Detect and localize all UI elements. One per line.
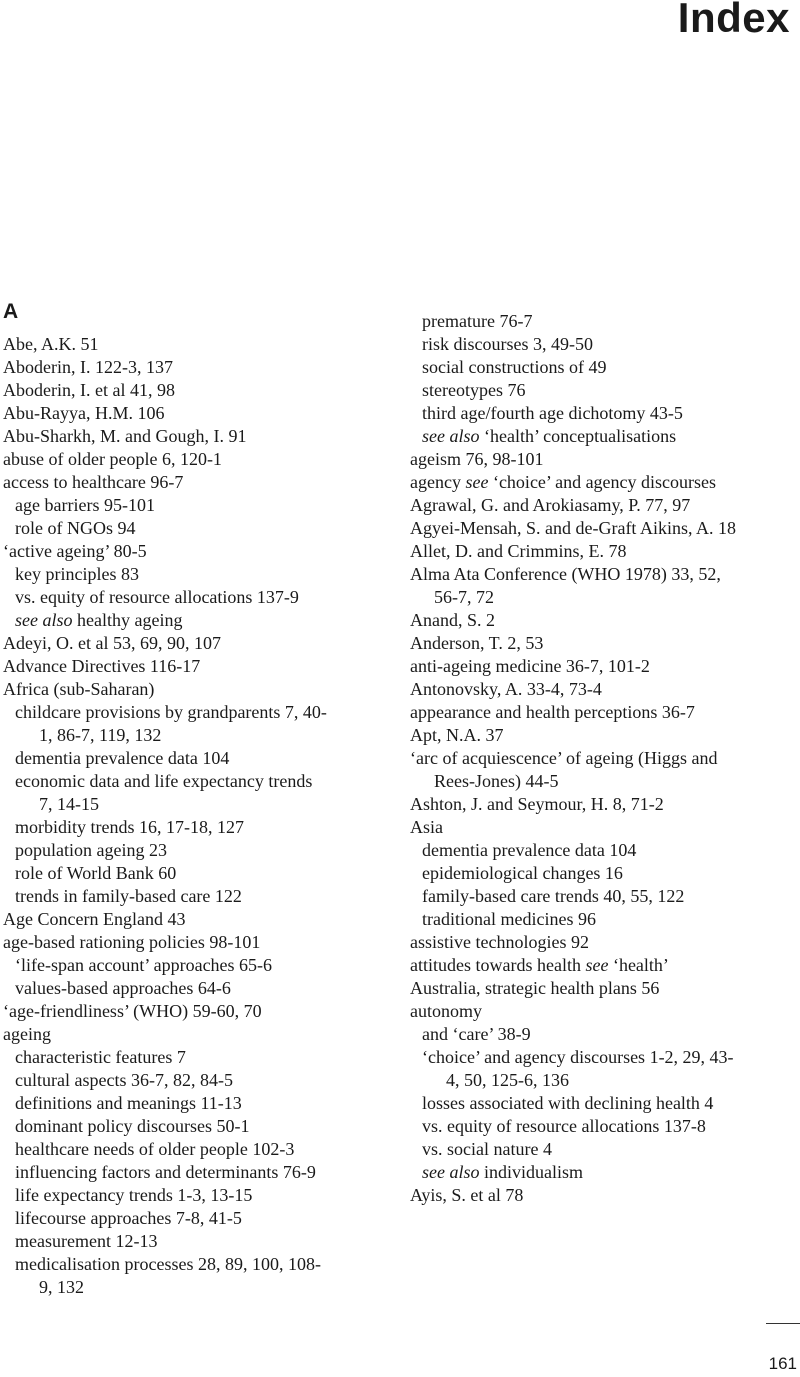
index-entry-continuation [410, 770, 800, 793]
index-entry [3, 333, 398, 356]
page-number: 161 [768, 1354, 797, 1373]
entry-text: ‘active ageing’ 80-5 [3, 541, 147, 561]
entry-text: social constructions of 49 [422, 357, 607, 377]
index-column-right [410, 310, 800, 1207]
index-subentry [3, 1046, 398, 1069]
index-subentry [3, 586, 398, 609]
entry-text: values-based approaches 64-6 [15, 978, 231, 998]
entry-text: Abu-Sharkh, M. and Gough, I. 91 [3, 426, 247, 446]
entry-text: dementia prevalence data 104 [422, 840, 637, 860]
cross-reference-label: see also [422, 1162, 480, 1182]
entry-text: population ageing 23 [15, 840, 167, 860]
index-entry [410, 540, 800, 563]
index-subentry [410, 839, 800, 862]
index-entry [3, 632, 398, 655]
index-subentry [410, 862, 800, 885]
entry-text: Adeyi, O. et al 53, 69, 90, 107 [3, 633, 221, 653]
index-subentry [3, 1230, 398, 1253]
index-entry [3, 655, 398, 678]
index-subentry [410, 402, 800, 425]
index-entry [410, 678, 800, 701]
entry-text: Asia [410, 817, 443, 837]
page-title: Index [677, 0, 790, 41]
entry-text: assistive technologies 92 [410, 932, 589, 952]
entry-text: individualism [479, 1162, 583, 1182]
entry-text: risk discourses 3, 49-50 [422, 334, 593, 354]
index-entry [410, 471, 800, 494]
entry-text: ‘choice’ and agency discourses [488, 472, 717, 492]
entry-text: medicalisation processes 28, 89, 100, 108- [15, 1254, 321, 1274]
entry-text: characteristic features 7 [15, 1047, 186, 1067]
entry-text: measurement 12-13 [15, 1231, 158, 1251]
entry-text: Agyei-Mensah, S. and de-Graft Aikins, A. 18 [410, 518, 736, 538]
index-column-left [3, 333, 398, 1299]
entry-text: dementia prevalence data 104 [15, 748, 230, 768]
index-subentry [410, 1115, 800, 1138]
entry-text: trends in family-based care 122 [15, 886, 242, 906]
entry-text: Australia, strategic health plans 56 [410, 978, 660, 998]
entry-text: Allet, D. and Crimmins, E. 78 [410, 541, 627, 561]
section-letter-heading: A [3, 300, 19, 323]
index-subentry [3, 1069, 398, 1092]
entry-text: economic data and life expectancy trends [15, 771, 313, 791]
entry-text: age-based rationing policies 98-101 [3, 932, 261, 952]
index-entry [410, 655, 800, 678]
index-subentry [410, 425, 800, 448]
entry-text: Aboderin, I. 122-3, 137 [3, 357, 173, 377]
index-entry [410, 816, 800, 839]
entry-text: age barriers 95-101 [15, 495, 155, 515]
entry-text: autonomy [410, 1001, 482, 1021]
entry-text: and ‘care’ 38-9 [422, 1024, 531, 1044]
index-subentry [3, 1207, 398, 1230]
index-subentry [3, 1184, 398, 1207]
entry-text: premature 76-7 [422, 311, 533, 331]
entry-text: role of World Bank 60 [15, 863, 177, 883]
entry-text: Abu-Rayya, H.M. 106 [3, 403, 165, 423]
index-entry [410, 494, 800, 517]
index-entry [3, 678, 398, 701]
entry-text: Anderson, T. 2, 53 [410, 633, 544, 653]
index-subentry [3, 1253, 398, 1276]
entry-text: vs. equity of resource allocations 137-8 [422, 1116, 706, 1136]
index-entry [410, 448, 800, 471]
index-entry [3, 540, 398, 563]
entry-text: Age Concern England 43 [3, 909, 186, 929]
entry-text: lifecourse approaches 7-8, 41-5 [15, 1208, 242, 1228]
index-subentry [3, 839, 398, 862]
cross-reference-label: see also [422, 426, 480, 446]
index-entry [410, 632, 800, 655]
entry-text: agency [410, 472, 466, 492]
index-subentry [3, 1092, 398, 1115]
entry-text: epidemiological changes 16 [422, 863, 623, 883]
index-entry [410, 609, 800, 632]
index-entry-continuation [3, 724, 398, 747]
entry-text: Agrawal, G. and Arokiasamy, P. 77, 97 [410, 495, 691, 515]
index-entry-continuation [3, 793, 398, 816]
index-entry [410, 701, 800, 724]
entry-text: family-based care trends 40, 55, 122 [422, 886, 685, 906]
index-entry [410, 977, 800, 1000]
footer-rule [766, 1323, 800, 1324]
index-subentry [410, 885, 800, 908]
cross-reference-label: see [465, 472, 489, 492]
entry-text: key principles 83 [15, 564, 139, 584]
entry-text: appearance and health perceptions 36-7 [410, 702, 695, 722]
entry-text: 9, 132 [39, 1277, 84, 1297]
entry-text: ‘health’ [608, 955, 669, 975]
entry-text: 7, 14-15 [39, 794, 99, 814]
entry-text: morbidity trends 16, 17-18, 127 [15, 817, 244, 837]
index-subentry [410, 1092, 800, 1115]
entry-text: 1, 86-7, 119, 132 [39, 725, 162, 745]
entry-text: Rees-Jones) 44-5 [434, 771, 559, 791]
entry-text: Advance Directives 116-17 [3, 656, 201, 676]
entry-text: ageism 76, 98-101 [410, 449, 544, 469]
entry-text: ‘health’ conceptualisations [479, 426, 677, 446]
index-subentry [3, 1115, 398, 1138]
index-subentry [3, 563, 398, 586]
entry-text: 4, 50, 125-6, 136 [446, 1070, 569, 1090]
entry-text: dominant policy discourses 50-1 [15, 1116, 250, 1136]
entry-text: childcare provisions by grandparents 7, 40- [15, 702, 327, 722]
entry-text: stereotypes 76 [422, 380, 526, 400]
index-entry [3, 1000, 398, 1023]
entry-text: Antonovsky, A. 33-4, 73-4 [410, 679, 602, 699]
index-entry [3, 1023, 398, 1046]
entry-text: cultural aspects 36-7, 82, 84-5 [15, 1070, 233, 1090]
index-subentry [3, 494, 398, 517]
index-entry [410, 931, 800, 954]
entry-text: attitudes towards health [410, 955, 586, 975]
index-subentry [410, 333, 800, 356]
entry-text: abuse of older people 6, 120-1 [3, 449, 222, 469]
entry-text: losses associated with declining health 4 [422, 1093, 714, 1113]
entry-text: ‘arc of acquiescence’ of ageing (Higgs and [410, 748, 718, 768]
entry-text: Aboderin, I. et al 41, 98 [3, 380, 175, 400]
entry-text: Alma Ata Conference (WHO 1978) 33, 52, [410, 564, 721, 584]
index-subentry [410, 1046, 800, 1069]
index-subentry [410, 310, 800, 333]
index-entry [410, 954, 800, 977]
index-subentry [3, 885, 398, 908]
index-entry [3, 379, 398, 402]
entry-text: third age/fourth age dichotomy 43-5 [422, 403, 683, 423]
index-entry [3, 448, 398, 471]
index-entry [410, 724, 800, 747]
entry-text: vs. social nature 4 [422, 1139, 552, 1159]
index-subentry [3, 977, 398, 1000]
index-subentry [3, 770, 398, 793]
index-subentry [410, 356, 800, 379]
entry-text: traditional medicines 96 [422, 909, 596, 929]
entry-text: role of NGOs 94 [15, 518, 136, 538]
entry-text: access to healthcare 96-7 [3, 472, 184, 492]
index-entry [3, 402, 398, 425]
entry-text: healthcare needs of older people 102-3 [15, 1139, 295, 1159]
entry-text: influencing factors and determinants 76-9 [15, 1162, 316, 1182]
index-entry [3, 471, 398, 494]
index-subentry [3, 862, 398, 885]
index-subentry [410, 379, 800, 402]
index-subentry [410, 1138, 800, 1161]
index-entry [410, 747, 800, 770]
entry-text: healthy ageing [72, 610, 183, 630]
index-subentry [410, 1023, 800, 1046]
entry-text: 56-7, 72 [434, 587, 494, 607]
index-entry [3, 425, 398, 448]
entry-text: ‘life-span account’ approaches 65-6 [15, 955, 273, 975]
index-subentry [410, 908, 800, 931]
index-subentry [3, 1161, 398, 1184]
entry-text: Africa (sub-Saharan) [3, 679, 155, 699]
index-subentry [3, 517, 398, 540]
index-entry [410, 517, 800, 540]
entry-text: ageing [3, 1024, 51, 1044]
entry-text: Apt, N.A. 37 [410, 725, 504, 745]
index-entry [410, 793, 800, 816]
entry-text: ‘age-friendliness’ (WHO) 59-60, 70 [3, 1001, 262, 1021]
entry-text: Ayis, S. et al 78 [410, 1185, 524, 1205]
entry-text: ‘choice’ and agency discourses 1-2, 29, 43- [422, 1047, 734, 1067]
entry-text: life expectancy trends 1-3, 13-15 [15, 1185, 253, 1205]
index-subentry [3, 701, 398, 724]
entry-text: Anand, S. 2 [410, 610, 495, 630]
entry-text: definitions and meanings 11-13 [15, 1093, 242, 1113]
index-entry [3, 356, 398, 379]
index-entry [3, 931, 398, 954]
index-entry [410, 1000, 800, 1023]
entry-text: anti-ageing medicine 36-7, 101-2 [410, 656, 650, 676]
entry-text: Abe, A.K. 51 [3, 334, 99, 354]
index-subentry [3, 747, 398, 770]
index-entry [3, 908, 398, 931]
cross-reference-label: see also [15, 610, 73, 630]
index-entry [410, 1184, 800, 1207]
cross-reference-label: see [585, 955, 609, 975]
index-subentry [3, 954, 398, 977]
index-entry-continuation [410, 586, 800, 609]
index-subentry [3, 816, 398, 839]
index-subentry [3, 1138, 398, 1161]
index-entry-continuation [410, 1069, 800, 1092]
index-entry [410, 563, 800, 586]
index-subentry [410, 1161, 800, 1184]
index-subentry [3, 609, 398, 632]
entry-text: vs. equity of resource allocations 137-9 [15, 587, 299, 607]
entry-text: Ashton, J. and Seymour, H. 8, 71-2 [410, 794, 664, 814]
index-entry-continuation [3, 1276, 398, 1299]
